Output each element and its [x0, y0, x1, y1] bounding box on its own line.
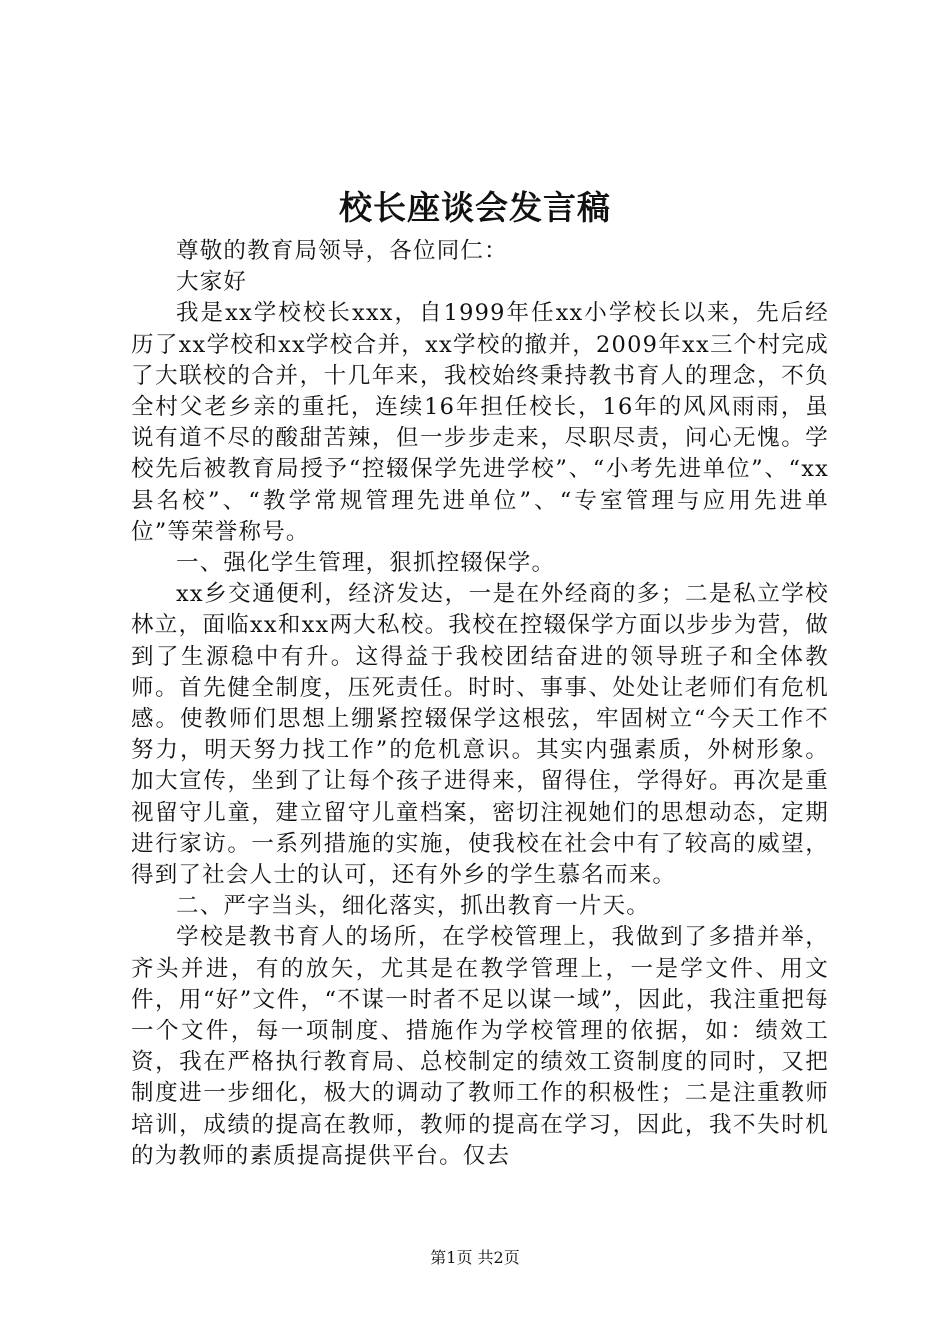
- greeting-paragraph: 大家好: [176, 269, 248, 296]
- intro-paragraph: 我是xx学校校长xxx，自1999年任xx小学校长以来，先后经历了xx学校和xx学校合并，xx学校的撤并，2009年xx三个村完成了大联校的合并，十几年来，我校始终秉持教书育人的理念，不负全村父老乡亲的重托，连续16年担任校长，16年的风风雨雨，虽说有道不尽的酸甜苦辣，但一步步走来，尽职尽责，问心无愧。学校先后被教育局授予“控辍保学先进学校”、“小考先进单位”、“xx县名校”、“教学常规管理先进单位”、“专室管理与应用先进单位”等荣誉称号。: [131, 300, 829, 545]
- section-2-paragraph: 学校是教书育人的场所，在学校管理上，我做到了多措并举，齐头并进，有的放矢，尤其是在教学管理上，一是学文件、用文件，用“好”文件，“不谋一时者不足以谋一域”，因此，我注重把每一个文件，每一项制度、措施作为学校管理的依据，如：绩效工资，我在严格执行教育局、总校制定的绩效工资制度的同时，又把制度进一步细化，极大的调动了教师工作的积极性；二是注重教师培训，成绩的提高在教师，教师的提高在学习，因此，我不失时机的为教师的素质提高提供平台。仅去: [131, 924, 829, 1169]
- section-heading-1: 一、强化学生管理，狠抓控辍保学。: [176, 550, 556, 577]
- page-number-footer: 第1页 共2页: [430, 1248, 520, 1267]
- section-heading-2: 二、严字当头，细化落实，抓出教育一片天。: [176, 893, 651, 920]
- document-body: [131, 236, 829, 1172]
- section-1-paragraph: xx乡交通便利，经济发达，一是在外经商的多；二是私立学校林立，面临xx和xx两大私校。我校在控辍保学方面以步步为营，做到了生源稳中有升。这得益于我校团结奋进的领导班子和全体教师。首先健全制度，压死责任。时时、事事、处处让老师们有危机感。使教师们思想上绷紧控辍保学这根弦，牢固树立“今天工作不努力，明天努力找工作”的危机意识。其实内强素质，外树形象。加大宣传，坐到了让每个孩子进得来，留得住，学得好。再次是重视留守儿童，建立留守儿童档案，密切注视她们的思想动态，定期进行家访。一系列措施的实施，使我校在社会中有了较高的威望，得到了社会人士的认可，还有外乡的学生慕名而来。: [131, 581, 829, 889]
- document-title: 校长座谈会发言稿: [339, 188, 611, 227]
- salutation-paragraph: 尊敬的教育局领导，各位同仁：: [176, 238, 508, 264]
